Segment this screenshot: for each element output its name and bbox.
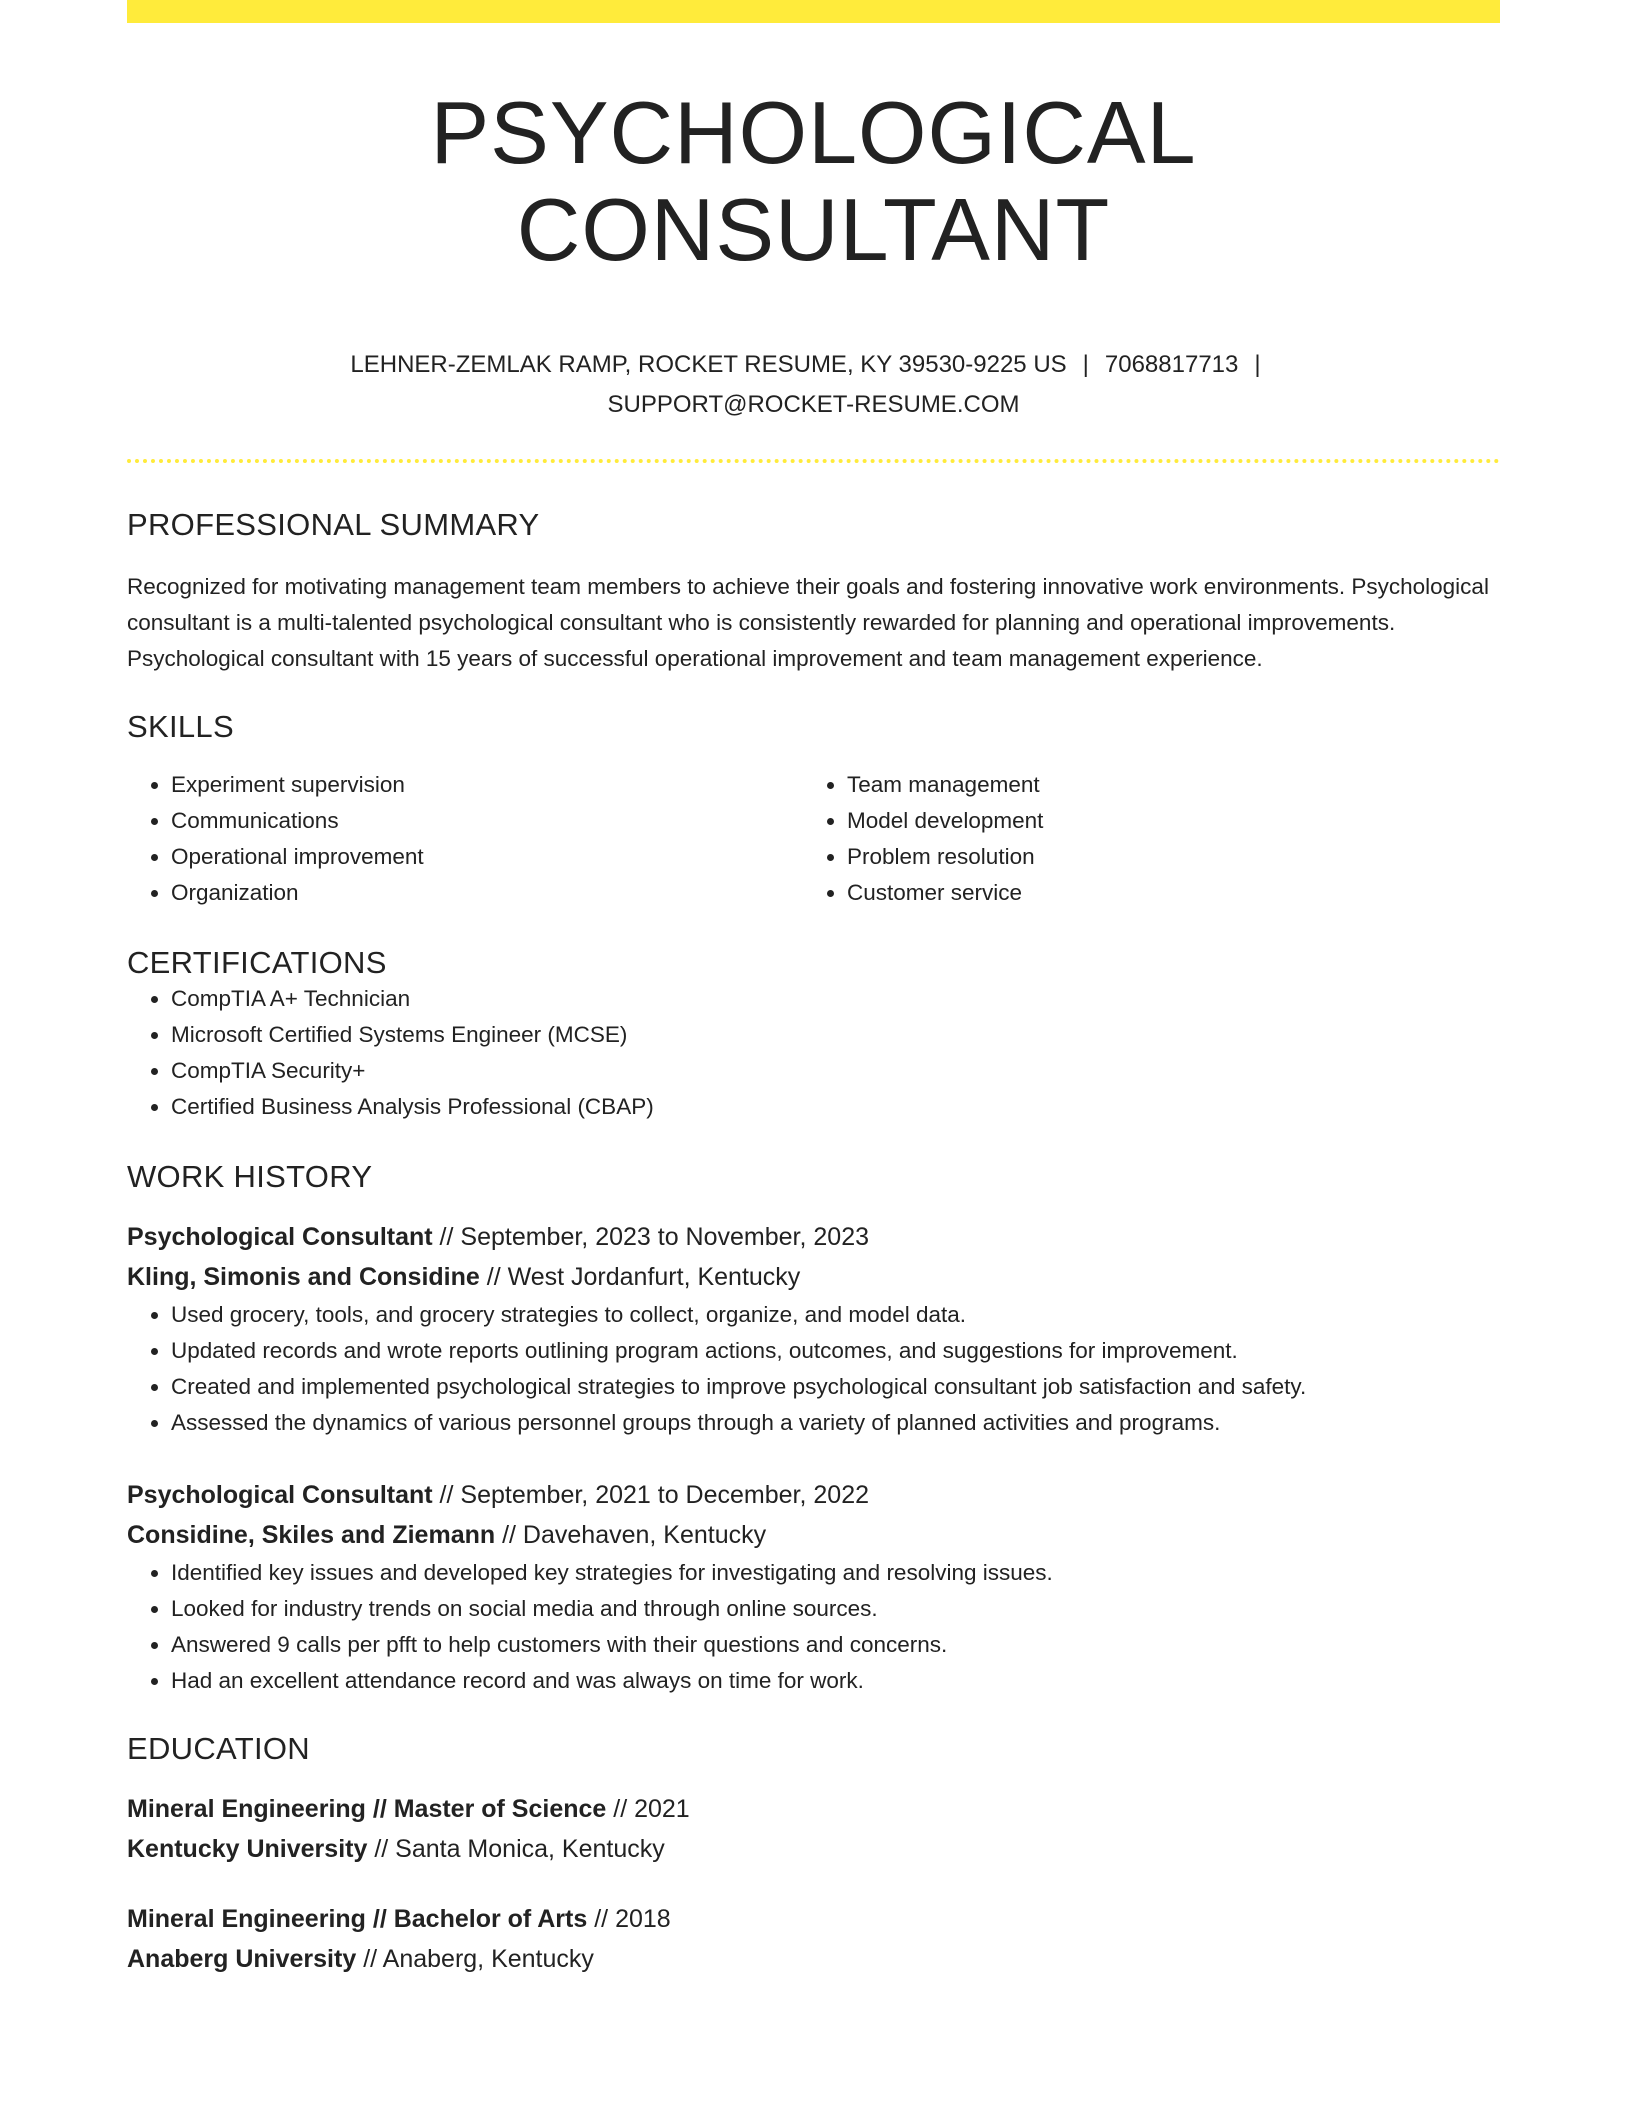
education-school-line bbox=[127, 1939, 1500, 1979]
skill-item: • Team management bbox=[847, 767, 1479, 803]
job-bullet: • Assessed the dynamics of various personnel groups through a variety of planned activities and programs. bbox=[171, 1405, 1500, 1441]
skill-item: • Operational improvement bbox=[171, 839, 803, 875]
certification-item: • Certified Business Analysis Professional (CBAP) bbox=[171, 1089, 1500, 1125]
job-entry bbox=[127, 1217, 1500, 1441]
job-bullet: • Had an excellent attendance record and was always on time for work. bbox=[171, 1663, 1500, 1699]
education-location: // Santa Monica, Kentucky bbox=[367, 1834, 665, 1863]
skill-item: • Problem resolution bbox=[847, 839, 1479, 875]
certification-item: • CompTIA A+ Technician bbox=[171, 981, 1500, 1017]
resume-page bbox=[127, 0, 1500, 1979]
skill-item: • Organization bbox=[171, 875, 803, 911]
job-role: Psychological Consultant bbox=[127, 1222, 433, 1251]
education-school: Kentucky University bbox=[127, 1834, 368, 1863]
skills-section-title: SKILLS bbox=[127, 708, 234, 744]
education-school: Anaberg University bbox=[127, 1944, 357, 1973]
skills-column-right bbox=[803, 767, 1479, 911]
certifications-section-title: CERTIFICATIONS bbox=[127, 944, 387, 980]
contact-address: LEHNER-ZEMLAK RAMP, ROCKET RESUME, KY 39530-9225 US bbox=[350, 350, 1067, 378]
job-bullet: • Identified key issues and developed key strategies for investigating and resolving issues. bbox=[171, 1555, 1500, 1591]
job-dates: // September, 2023 to November, 2023 bbox=[432, 1222, 869, 1251]
job-company: Kling, Simonis and Considine bbox=[127, 1262, 480, 1291]
job-bullet-list bbox=[127, 1555, 1500, 1699]
education-year: // 2018 bbox=[587, 1904, 671, 1933]
job-role-line bbox=[127, 1475, 1500, 1515]
job-company-line bbox=[127, 1515, 1500, 1555]
education-degree: Mineral Engineering // Master of Science bbox=[127, 1794, 607, 1823]
skill-item: • Experiment supervision bbox=[171, 767, 803, 803]
skills-grid bbox=[127, 767, 1500, 911]
resume-name-heading: PSYCHOLOGICAL CONSULTANT bbox=[430, 83, 1197, 279]
summary-text: Recognized for motivating management team members to achieve their goals and fostering innovative work environments. Psychological consultant is a multi-talented psychological consultant who is consistently rewarded for planning and operational improvements. Psychological consultant with 15 years of successful operational improvement and team management experience. bbox=[127, 573, 1489, 671]
certification-item: • Microsoft Certified Systems Engineer (MCSE) bbox=[171, 1017, 1500, 1053]
job-company-line bbox=[127, 1257, 1500, 1297]
job-bullet: • Used grocery, tools, and grocery strategies to collect, organize, and model data. bbox=[171, 1297, 1500, 1333]
contact-info bbox=[127, 345, 1500, 425]
education-entry bbox=[127, 1899, 1500, 1979]
job-bullet-list bbox=[127, 1297, 1500, 1441]
education-entry bbox=[127, 1789, 1500, 1869]
job-bullet: • Looked for industry trends on social media and through online sources. bbox=[171, 1591, 1500, 1627]
job-role: Psychological Consultant bbox=[127, 1480, 433, 1509]
contact-separator: | bbox=[1082, 350, 1089, 378]
education-degree-line bbox=[127, 1899, 1500, 1939]
job-role-line bbox=[127, 1217, 1500, 1257]
job-bullet: • Created and implemented psychological strategies to improve psychological consultant job satisfaction and safety. bbox=[171, 1369, 1500, 1405]
job-location: // West Jordanfurt, Kentucky bbox=[479, 1262, 801, 1291]
skill-item: • Communications bbox=[171, 803, 803, 839]
education-school-line bbox=[127, 1829, 1500, 1869]
contact-phone: 7068817713 bbox=[1104, 350, 1239, 378]
education-location: // Anaberg, Kentucky bbox=[356, 1944, 594, 1973]
skills-column-left bbox=[127, 767, 803, 911]
job-bullet: • Answered 9 calls per pfft to help customers with their questions and concerns. bbox=[171, 1627, 1500, 1663]
contact-separator: | bbox=[1254, 350, 1261, 378]
skill-item: • Model development bbox=[847, 803, 1479, 839]
job-location: // Davehaven, Kentucky bbox=[495, 1520, 767, 1549]
certifications-list bbox=[127, 981, 1500, 1125]
header-divider bbox=[127, 459, 1500, 463]
education-degree-line bbox=[127, 1789, 1500, 1829]
job-dates: // September, 2021 to December, 2022 bbox=[432, 1480, 869, 1509]
education-section-title: EDUCATION bbox=[127, 1730, 310, 1766]
summary-section-title: PROFESSIONAL SUMMARY bbox=[127, 506, 540, 542]
job-bullet: • Updated records and wrote reports outlining program actions, outcomes, and suggestions for improvement. bbox=[171, 1333, 1500, 1369]
contact-email: SUPPORT@ROCKET-RESUME.COM bbox=[607, 390, 1020, 418]
job-entry bbox=[127, 1475, 1500, 1699]
job-company: Considine, Skiles and Ziemann bbox=[127, 1520, 496, 1549]
education-year: // 2021 bbox=[606, 1794, 690, 1823]
work-history-section-title: WORK HISTORY bbox=[127, 1158, 373, 1194]
skill-item: • Customer service bbox=[847, 875, 1479, 911]
top-accent-bar bbox=[127, 0, 1500, 23]
education-degree: Mineral Engineering // Bachelor of Arts bbox=[127, 1904, 588, 1933]
certification-item: • CompTIA Security+ bbox=[171, 1053, 1500, 1089]
